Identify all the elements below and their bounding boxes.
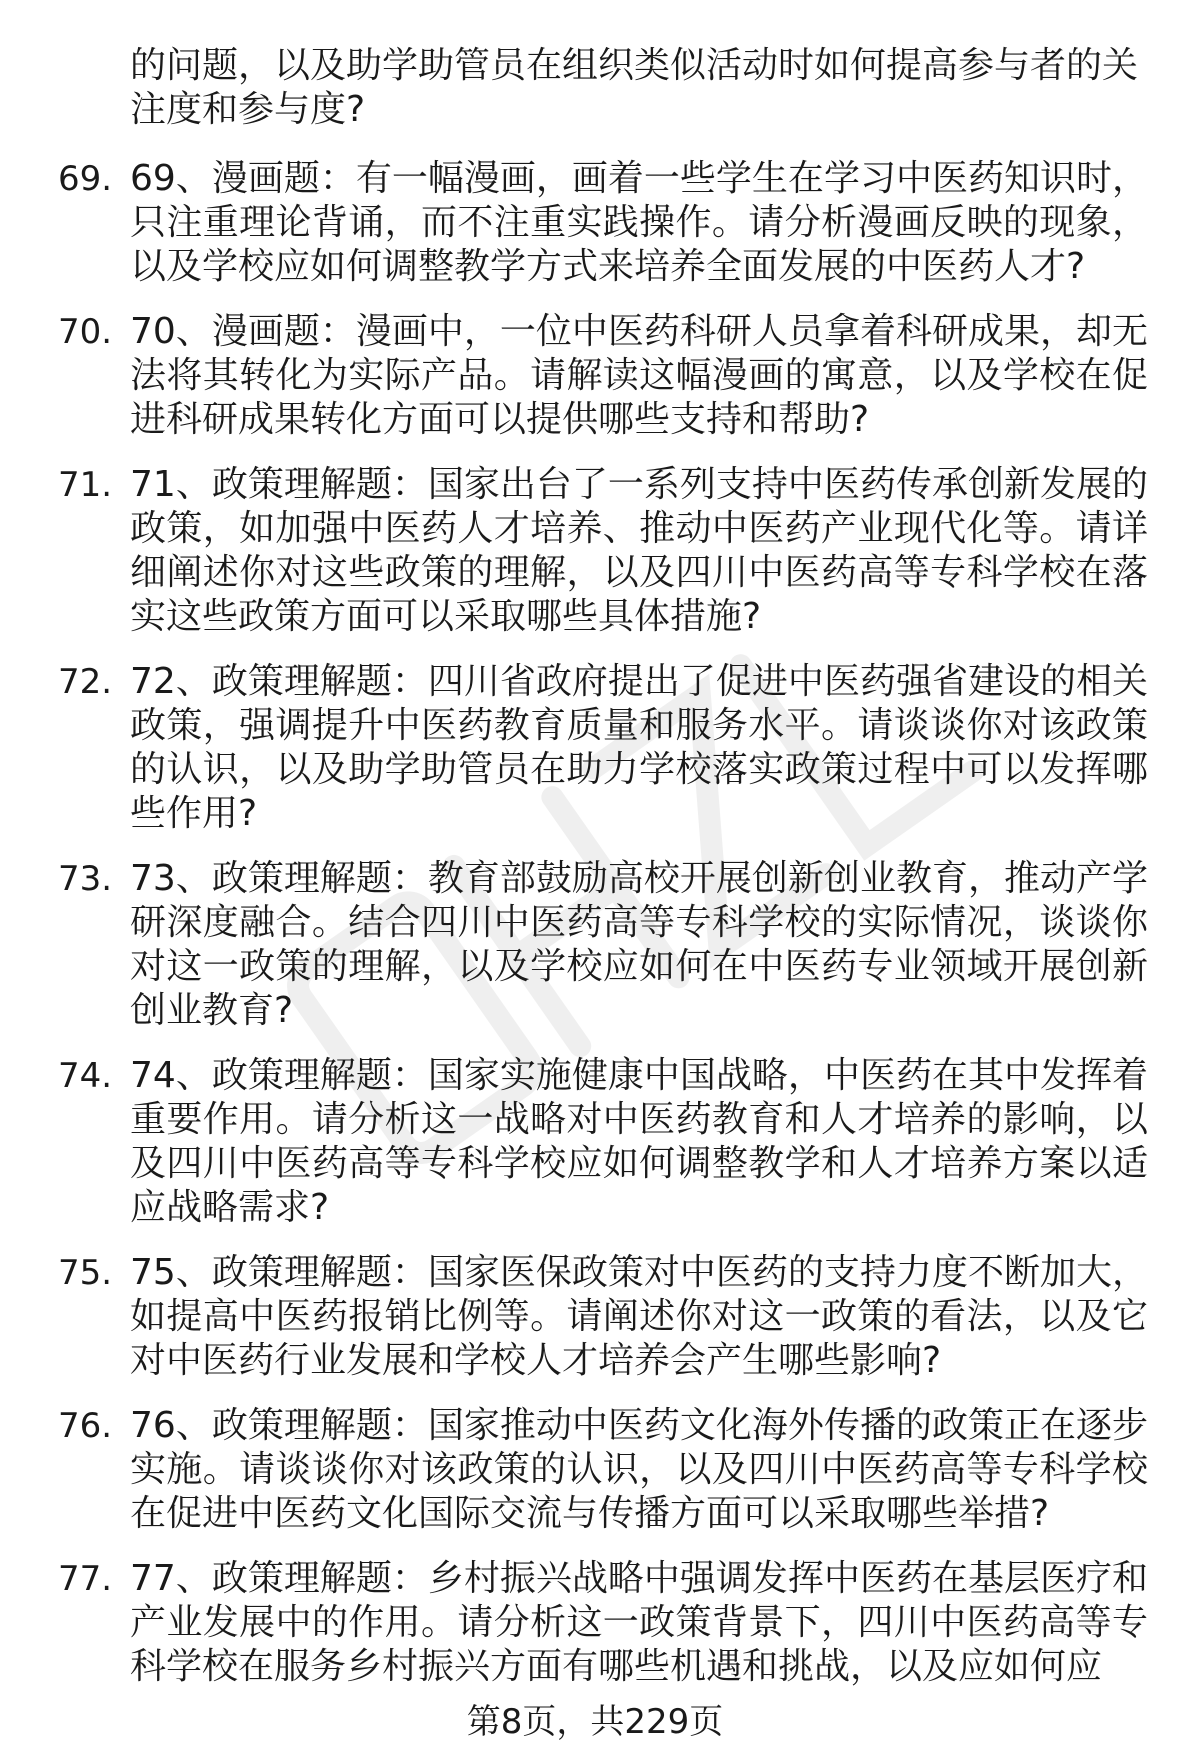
question-number: 70. — [58, 312, 113, 352]
question-text: 69、漫画题：有一幅漫画，画着一些学生在学习中医药知识时，只注重理论背诵，而不注重实践操作。请分析漫画反映的现象，以及学校应如何调整教学方式来培养全面发展的中医药人才? — [130, 158, 1148, 287]
question-number: 69. — [58, 159, 113, 199]
question-item — [58, 660, 1148, 836]
question-text: 75、政策理解题：国家医保政策对中医药的支持力度不断加大，如提高中医药报销比例等。请阐述你对这一政策的看法，以及它对中医药行业发展和学校人才培养会产生哪些影响? — [130, 1252, 1148, 1381]
question-number: 77. — [58, 1559, 113, 1599]
question-text: 76、政策理解题：国家推动中医药文化海外传播的政策正在逐步实施。请谈谈你对该政策的认识，以及四川中医药高等专科学校在促进中医药文化国际交流与传播方面可以采取哪些举措? — [130, 1405, 1148, 1534]
question-number: 73. — [58, 859, 113, 899]
page-footer: 第8页，共229页 — [466, 1702, 724, 1742]
question-number: 71. — [58, 465, 113, 505]
question-item — [58, 857, 1148, 1033]
question-item — [58, 1557, 1148, 1689]
question-item — [58, 1404, 1148, 1536]
question-text: 74、政策理解题：国家实施健康中国战略，中医药在其中发挥着重要作用。请分析这一战略对中医药教育和人才培养的影响，以及四川中医药高等专科学校应如何调整教学和人才培养方案以适应战略需求? — [130, 1055, 1148, 1228]
continuation-text: 的问题，以及助学助管员在组织类似活动时如何提高参与者的关注度和参与度? — [130, 45, 1139, 130]
question-item — [58, 157, 1148, 289]
question-list — [58, 157, 1148, 1710]
question-text: 70、漫画题：漫画中，一位中医药科研人员拿着科研成果，却无法将其转化为实际产品。请解读这幅漫画的寓意，以及学校在促进科研成果转化方面可以提供哪些支持和帮助? — [130, 311, 1148, 440]
question-number: 75. — [58, 1253, 113, 1293]
question-text: 72、政策理解题：四川省政府提出了促进中医药强省建设的相关政策，强调提升中医药教育质量和服务水平。请谈谈你对该政策的认识，以及助学助管员在助力学校落实政策过程中可以发挥哪些作用? — [130, 661, 1148, 834]
question-number: 74. — [58, 1056, 113, 1096]
question-text: 71、政策理解题：国家出台了一系列支持中医药传承创新发展的政策，如加强中医药人才培养、推动中医药产业现代化等。请详细阐述你对这些政策的理解，以及四川中医药高等专科学校在落实这些政策方面可以采取哪些具体措施? — [130, 464, 1148, 637]
question-item — [58, 463, 1148, 639]
question-item — [58, 1251, 1148, 1383]
question-text: 73、政策理解题：教育部鼓励高校开展创新创业教育，推动产学研深度融合。结合四川中医药高等专科学校的实际情况，谈谈你对这一政策的理解，以及学校应如何在中医药专业领域开展创新创业教育? — [130, 858, 1148, 1031]
question-item — [58, 1054, 1148, 1230]
question-number: 76. — [58, 1406, 113, 1446]
question-text: 77、政策理解题：乡村振兴战略中强调发挥中医药在基层医疗和产业发展中的作用。请分析这一政策背景下，四川中医药高等专科学校在服务乡村振兴方面有哪些机遇和挑战，以及应如何应 — [130, 1558, 1148, 1687]
question-item — [58, 310, 1148, 442]
question-number: 72. — [58, 662, 113, 702]
